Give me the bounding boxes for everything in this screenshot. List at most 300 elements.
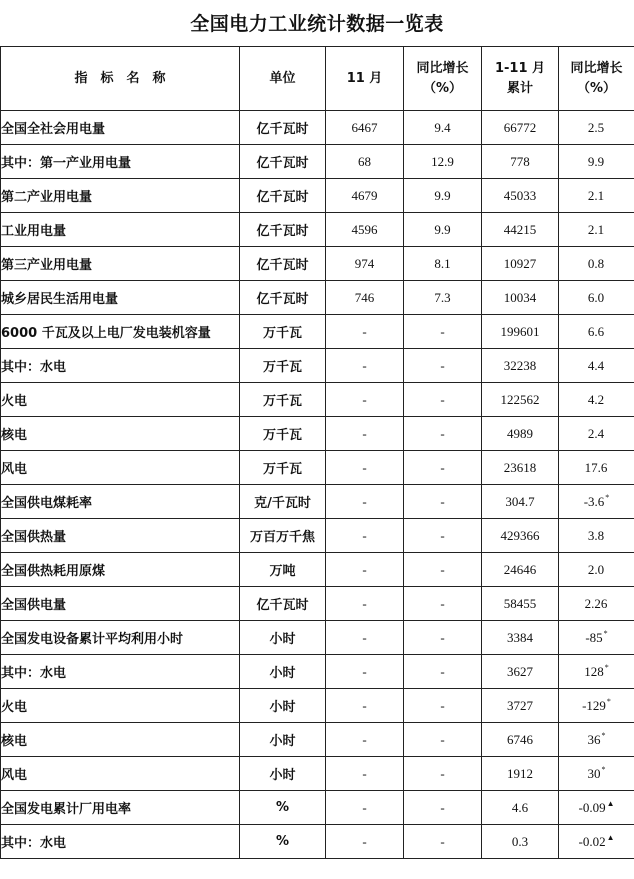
indicator-name-cell-text: 核电	[1, 428, 28, 443]
cumulative-value-cell-text: 44215	[503, 221, 537, 237]
cumulative-yoy-cell	[559, 315, 634, 349]
cumulative-value-cell	[482, 825, 559, 859]
indicator-name-cell-text: 核电	[1, 734, 28, 749]
cumulative-yoy-cell	[559, 621, 634, 655]
month-yoy-cell-text: 9.4	[434, 119, 451, 135]
month-value-cell-text: 746	[354, 289, 375, 305]
table-row	[1, 179, 634, 213]
cumulative-yoy-cell	[559, 145, 634, 179]
unit-cell	[240, 451, 326, 485]
month-yoy-cell	[404, 213, 482, 247]
indicator-name-cell	[1, 213, 240, 247]
cumulative-yoy-cell	[559, 791, 634, 825]
indicator-name-cell-text: 其中：第一产业用电量	[1, 156, 132, 171]
month-value-cell-text: -	[362, 595, 367, 611]
month-yoy-cell-text: -	[440, 391, 445, 407]
unit-cell-text: %	[275, 834, 290, 849]
month-value-cell	[326, 451, 404, 485]
indicator-name-cell	[1, 281, 240, 315]
cumulative-yoy-cell-text: -0.09	[578, 800, 606, 815]
month-yoy-cell-text: 9.9	[434, 187, 451, 203]
indicator-name-cell-text: 风电	[1, 768, 28, 783]
cumulative-value-cell	[482, 451, 559, 485]
month-value-cell-text: -	[362, 663, 367, 679]
indicator-name-cell	[1, 553, 240, 587]
month-value-cell	[326, 655, 404, 689]
month-value-cell	[326, 519, 404, 553]
indicator-name-cell-text: 其中：水电	[1, 836, 67, 851]
month-value-cell-text: -	[362, 697, 367, 713]
month-value-cell	[326, 689, 404, 723]
indicator-name-cell	[1, 519, 240, 553]
table-row	[1, 825, 634, 859]
cumulative-yoy-cell-text: 6.0	[587, 290, 605, 305]
indicator-name-cell	[1, 383, 240, 417]
indicator-name-cell	[1, 757, 240, 791]
page-title: 全国电力工业统计数据一览表	[190, 13, 444, 35]
cumulative-value-cell-text: 10927	[503, 255, 537, 271]
footnote-mark: ▲	[606, 799, 615, 808]
month-value-cell	[326, 145, 404, 179]
cumulative-yoy-cell-text: 2.1	[587, 188, 605, 203]
cumulative-value-cell	[482, 145, 559, 179]
unit-cell-text: 亿千瓦时	[256, 156, 309, 171]
cumulative-value-cell	[482, 417, 559, 451]
cumulative-yoy-cell	[559, 281, 634, 315]
month-value-cell-text: -	[362, 391, 367, 407]
cumulative-value-cell	[482, 757, 559, 791]
month-yoy-cell-text: -	[440, 595, 445, 611]
indicator-name-cell-text: 全国发电累计厂用电率	[1, 802, 132, 817]
indicator-name-cell-text: 全国供电煤耗率	[1, 496, 93, 511]
cumulative-value-cell	[482, 723, 559, 757]
indicator-name-cell	[1, 825, 240, 859]
month-value-cell-text: 4596	[351, 221, 378, 237]
cumulative-yoy-cell-text: 6.6	[587, 324, 605, 339]
indicator-name-cell-text: 火电	[1, 700, 28, 715]
indicator-name-cell	[1, 723, 240, 757]
footnote-mark: *	[606, 697, 611, 706]
indicator-name-cell	[1, 179, 240, 213]
table-row	[1, 723, 634, 757]
statistics-table	[0, 46, 634, 859]
unit-cell	[240, 519, 326, 553]
cumulative-value-cell-text: 4.6	[511, 799, 529, 815]
cumulative-value-cell	[482, 315, 559, 349]
indicator-name-cell	[1, 689, 240, 723]
cumulative-value-cell-text: 45033	[503, 187, 537, 203]
month-yoy-cell-text: -	[440, 765, 445, 781]
unit-cell-text: %	[275, 800, 290, 815]
cumulative-yoy-cell	[559, 451, 634, 485]
month-value-cell	[326, 485, 404, 519]
unit-cell-text: 万千瓦	[262, 326, 302, 341]
month-yoy-cell-text: -	[440, 561, 445, 577]
footnote-mark: *	[603, 629, 608, 638]
header-cumulative-line1: 1-11 月	[494, 60, 546, 76]
header-month-yoy-line1: 同比增长	[416, 60, 469, 76]
month-yoy-cell	[404, 485, 482, 519]
month-yoy-cell-text: -	[440, 629, 445, 645]
indicator-name-cell-text: 6000 千瓦及以上电厂发电装机容量	[1, 326, 211, 341]
indicator-name-cell-text: 火电	[1, 394, 28, 409]
month-yoy-cell	[404, 655, 482, 689]
cumulative-value-cell-text: 122562	[500, 391, 540, 407]
month-value-cell-text: -	[362, 765, 367, 781]
table-row	[1, 349, 634, 383]
cumulative-yoy-cell-text: 2.5	[587, 120, 605, 135]
header-unit: 单位	[240, 47, 326, 111]
unit-cell-text: 亿千瓦时	[256, 292, 309, 307]
cumulative-yoy-cell-text: 17.6	[584, 460, 608, 475]
month-yoy-cell-text: -	[440, 833, 445, 849]
cumulative-yoy-cell-text: 4.4	[587, 358, 605, 373]
unit-cell	[240, 349, 326, 383]
cumulative-yoy-cell	[559, 553, 634, 587]
cumulative-value-cell-text: 23618	[503, 459, 537, 475]
cumulative-value-cell	[482, 179, 559, 213]
month-yoy-cell	[404, 451, 482, 485]
cumulative-yoy-cell-text: -129	[582, 698, 606, 713]
cumulative-yoy-cell	[559, 485, 634, 519]
month-yoy-cell	[404, 111, 482, 145]
header-month-yoy-line2: （%）	[422, 80, 463, 96]
table-row	[1, 451, 634, 485]
cumulative-value-cell-text: 58455	[503, 595, 537, 611]
cumulative-yoy-cell-text: 9.9	[587, 154, 605, 169]
unit-cell	[240, 791, 326, 825]
month-yoy-cell	[404, 247, 482, 281]
cumulative-value-cell-text: 32238	[503, 357, 537, 373]
cumulative-yoy-cell	[559, 757, 634, 791]
cumulative-yoy-cell	[559, 825, 634, 859]
header-cumulative-line2: 累计	[506, 80, 533, 96]
cumulative-value-cell-text: 3627	[507, 663, 533, 679]
month-value-cell-text: -	[362, 799, 367, 815]
month-yoy-cell	[404, 417, 482, 451]
cumulative-value-cell-text: 3727	[507, 697, 533, 713]
unit-cell	[240, 315, 326, 349]
table-row	[1, 417, 634, 451]
footnote-mark: ▲	[606, 833, 615, 842]
indicator-name-cell	[1, 145, 240, 179]
cumulative-yoy-cell	[559, 723, 634, 757]
cumulative-value-cell	[482, 791, 559, 825]
unit-cell	[240, 179, 326, 213]
cumulative-value-cell	[482, 383, 559, 417]
cumulative-value-cell-text: 199601	[500, 323, 540, 339]
month-value-cell-text: -	[362, 731, 367, 747]
table-row	[1, 485, 634, 519]
cumulative-yoy-cell	[559, 179, 634, 213]
header-month: 11 月	[326, 47, 404, 111]
table-row	[1, 587, 634, 621]
header-cumulative	[482, 47, 559, 111]
cumulative-value-cell-text: 0.3	[511, 833, 529, 849]
cumulative-value-cell-text: 429366	[500, 527, 540, 543]
table-row	[1, 757, 634, 791]
unit-cell-text: 亿千瓦时	[256, 258, 309, 273]
month-yoy-cell	[404, 179, 482, 213]
header-month-yoy	[404, 47, 482, 111]
unit-cell-text: 万吨	[269, 564, 296, 579]
cumulative-yoy-cell-text: 30	[587, 766, 601, 781]
indicator-name-cell	[1, 417, 240, 451]
cumulative-yoy-cell	[559, 587, 634, 621]
table-row	[1, 655, 634, 689]
month-value-cell-text: -	[362, 833, 367, 849]
indicator-name-cell	[1, 111, 240, 145]
month-yoy-cell	[404, 315, 482, 349]
month-value-cell	[326, 553, 404, 587]
unit-cell	[240, 587, 326, 621]
table-row	[1, 145, 634, 179]
cumulative-yoy-cell-text: -85	[585, 630, 603, 645]
indicator-name-cell	[1, 349, 240, 383]
cumulative-yoy-cell-text: 128	[584, 664, 604, 679]
month-value-cell	[326, 179, 404, 213]
month-yoy-cell-text: 8.1	[434, 255, 451, 271]
cumulative-value-cell	[482, 247, 559, 281]
month-value-cell-text: -	[362, 561, 367, 577]
unit-cell-text: 克/千瓦时	[254, 496, 311, 511]
cumulative-value-cell	[482, 621, 559, 655]
unit-cell	[240, 621, 326, 655]
month-value-cell	[326, 281, 404, 315]
cumulative-yoy-cell-text: -3.6	[583, 494, 605, 509]
indicator-name-cell-text: 全国供电量	[1, 598, 67, 613]
month-yoy-cell	[404, 145, 482, 179]
cumulative-yoy-cell-text: 36	[587, 732, 601, 747]
footnote-mark: *	[601, 731, 606, 740]
cumulative-yoy-cell-text: 2.26	[584, 596, 608, 611]
table-header-row	[1, 47, 634, 111]
unit-cell-text: 小时	[269, 632, 296, 647]
month-value-cell	[326, 825, 404, 859]
month-value-cell-text: -	[362, 629, 367, 645]
table-row	[1, 689, 634, 723]
unit-cell	[240, 383, 326, 417]
indicator-name-cell-text: 工业用电量	[1, 224, 67, 239]
cumulative-yoy-cell	[559, 111, 634, 145]
cumulative-value-cell	[482, 111, 559, 145]
cumulative-yoy-cell-text: 2.1	[587, 222, 605, 237]
month-yoy-cell	[404, 383, 482, 417]
month-value-cell-text: -	[362, 425, 367, 441]
month-value-cell	[326, 587, 404, 621]
cumulative-value-cell	[482, 349, 559, 383]
footnote-mark: *	[605, 493, 610, 502]
month-value-cell	[326, 757, 404, 791]
indicator-name-cell	[1, 791, 240, 825]
unit-cell-text: 万千瓦	[262, 462, 302, 477]
cumulative-yoy-cell	[559, 655, 634, 689]
cumulative-value-cell-text: 10034	[503, 289, 537, 305]
indicator-name-cell	[1, 247, 240, 281]
cumulative-value-cell-text: 24646	[503, 561, 537, 577]
month-yoy-cell-text: -	[440, 663, 445, 679]
unit-cell	[240, 723, 326, 757]
table-row	[1, 315, 634, 349]
header-cumulative-yoy	[559, 47, 634, 111]
indicator-name-cell-text: 风电	[1, 462, 28, 477]
cumulative-yoy-cell	[559, 383, 634, 417]
month-yoy-cell-text: -	[440, 697, 445, 713]
month-value-cell	[326, 791, 404, 825]
cumulative-value-cell-text: 4989	[507, 425, 533, 441]
cumulative-value-cell	[482, 655, 559, 689]
cumulative-yoy-cell	[559, 519, 634, 553]
month-value-cell-text: -	[362, 357, 367, 373]
month-value-cell-text: 68	[358, 153, 371, 169]
month-value-cell-text: 4679	[351, 187, 378, 203]
month-yoy-cell-text: -	[440, 323, 445, 339]
month-yoy-cell	[404, 349, 482, 383]
unit-cell	[240, 553, 326, 587]
table-body	[1, 111, 634, 859]
unit-cell-text: 亿千瓦时	[256, 190, 309, 205]
month-yoy-cell	[404, 757, 482, 791]
unit-cell	[240, 825, 326, 859]
month-yoy-cell	[404, 689, 482, 723]
cumulative-value-cell	[482, 485, 559, 519]
month-value-cell-text: -	[362, 527, 367, 543]
month-yoy-cell-text: -	[440, 799, 445, 815]
header-indicator-name: 指 标 名 称	[1, 47, 240, 111]
unit-cell-text: 万千瓦	[262, 394, 302, 409]
footnote-mark: *	[601, 765, 606, 774]
indicator-name-cell-text: 全国全社会用电量	[1, 122, 106, 137]
cumulative-value-cell-text: 1912	[507, 765, 533, 781]
cumulative-value-cell-text: 304.7	[505, 493, 535, 509]
month-value-cell-text: -	[362, 459, 367, 475]
cumulative-value-cell-text: 3384	[507, 629, 533, 645]
month-yoy-cell-text: -	[440, 357, 445, 373]
unit-cell-text: 亿千瓦时	[256, 598, 309, 613]
indicator-name-cell	[1, 587, 240, 621]
unit-cell	[240, 247, 326, 281]
unit-cell	[240, 757, 326, 791]
cumulative-yoy-cell-text: 0.8	[587, 256, 605, 271]
indicator-name-cell	[1, 315, 240, 349]
table-row	[1, 247, 634, 281]
indicator-name-cell-text: 其中：水电	[1, 360, 67, 375]
month-yoy-cell-text: -	[440, 493, 445, 509]
cumulative-value-cell-text: 66772	[503, 119, 537, 135]
cumulative-value-cell	[482, 689, 559, 723]
cumulative-value-cell	[482, 213, 559, 247]
indicator-name-cell-text: 其中：水电	[1, 666, 67, 681]
indicator-name-cell-text: 第二产业用电量	[1, 190, 93, 205]
indicator-name-cell-text: 全国供热耗用原煤	[1, 564, 106, 579]
cumulative-yoy-cell	[559, 417, 634, 451]
month-yoy-cell	[404, 723, 482, 757]
table-row	[1, 791, 634, 825]
cumulative-value-cell	[482, 553, 559, 587]
cumulative-value-cell	[482, 519, 559, 553]
month-yoy-cell	[404, 791, 482, 825]
month-yoy-cell	[404, 553, 482, 587]
cumulative-yoy-cell	[559, 213, 634, 247]
cumulative-yoy-cell	[559, 247, 634, 281]
cumulative-yoy-cell-text: 2.0	[587, 562, 605, 577]
cumulative-value-cell	[482, 281, 559, 315]
indicator-name-cell-text: 全国发电设备累计平均利用小时	[1, 632, 184, 647]
month-yoy-cell-text: -	[440, 731, 445, 747]
cumulative-value-cell-text: 6746	[507, 731, 533, 747]
cumulative-yoy-cell-text: 4.2	[587, 392, 605, 407]
cumulative-yoy-cell-text: 3.8	[587, 528, 605, 543]
cumulative-yoy-cell	[559, 349, 634, 383]
month-value-cell	[326, 349, 404, 383]
month-value-cell-text: 6467	[351, 119, 378, 135]
month-yoy-cell-text: -	[440, 459, 445, 475]
month-yoy-cell-text: -	[440, 527, 445, 543]
unit-cell-text: 小时	[269, 768, 296, 783]
unit-cell	[240, 417, 326, 451]
table-row	[1, 281, 634, 315]
month-value-cell-text: -	[362, 493, 367, 509]
table-row	[1, 553, 634, 587]
month-value-cell	[326, 723, 404, 757]
unit-cell	[240, 689, 326, 723]
month-yoy-cell-text: 12.9	[431, 153, 454, 169]
month-yoy-cell	[404, 587, 482, 621]
month-value-cell-text: 974	[354, 255, 375, 271]
month-value-cell	[326, 383, 404, 417]
month-value-cell	[326, 111, 404, 145]
cumulative-yoy-cell-text: -0.02	[578, 834, 606, 849]
cumulative-value-cell	[482, 587, 559, 621]
unit-cell-text: 万千瓦	[262, 360, 302, 375]
table-row	[1, 621, 634, 655]
unit-cell	[240, 485, 326, 519]
indicator-name-cell	[1, 485, 240, 519]
cumulative-yoy-cell-text: 2.4	[587, 426, 605, 441]
unit-cell-text: 小时	[269, 734, 296, 749]
indicator-name-cell-text: 第三产业用电量	[1, 258, 93, 273]
table-row	[1, 383, 634, 417]
unit-cell-text: 万千瓦	[262, 428, 302, 443]
header-cumulative-yoy-line1: 同比增长	[570, 60, 623, 76]
unit-cell	[240, 655, 326, 689]
table-row	[1, 213, 634, 247]
cumulative-value-cell-text: 778	[510, 153, 530, 169]
unit-cell-text: 亿千瓦时	[256, 224, 309, 239]
unit-cell	[240, 281, 326, 315]
unit-cell	[240, 145, 326, 179]
month-yoy-cell-text: 7.3	[434, 289, 451, 305]
unit-cell-text: 小时	[269, 700, 296, 715]
header-cumulative-yoy-line2: （%）	[576, 80, 617, 96]
month-yoy-cell-text: 9.9	[434, 221, 451, 237]
month-yoy-cell	[404, 281, 482, 315]
unit-cell-text: 小时	[269, 666, 296, 681]
month-value-cell	[326, 315, 404, 349]
indicator-name-cell	[1, 451, 240, 485]
indicator-name-cell	[1, 655, 240, 689]
indicator-name-cell-text: 全国供热量	[1, 530, 67, 545]
month-value-cell	[326, 417, 404, 451]
table-row	[1, 519, 634, 553]
month-yoy-cell	[404, 621, 482, 655]
month-yoy-cell	[404, 519, 482, 553]
unit-cell	[240, 111, 326, 145]
month-yoy-cell	[404, 825, 482, 859]
unit-cell	[240, 213, 326, 247]
month-value-cell	[326, 213, 404, 247]
unit-cell-text: 亿千瓦时	[256, 122, 309, 137]
